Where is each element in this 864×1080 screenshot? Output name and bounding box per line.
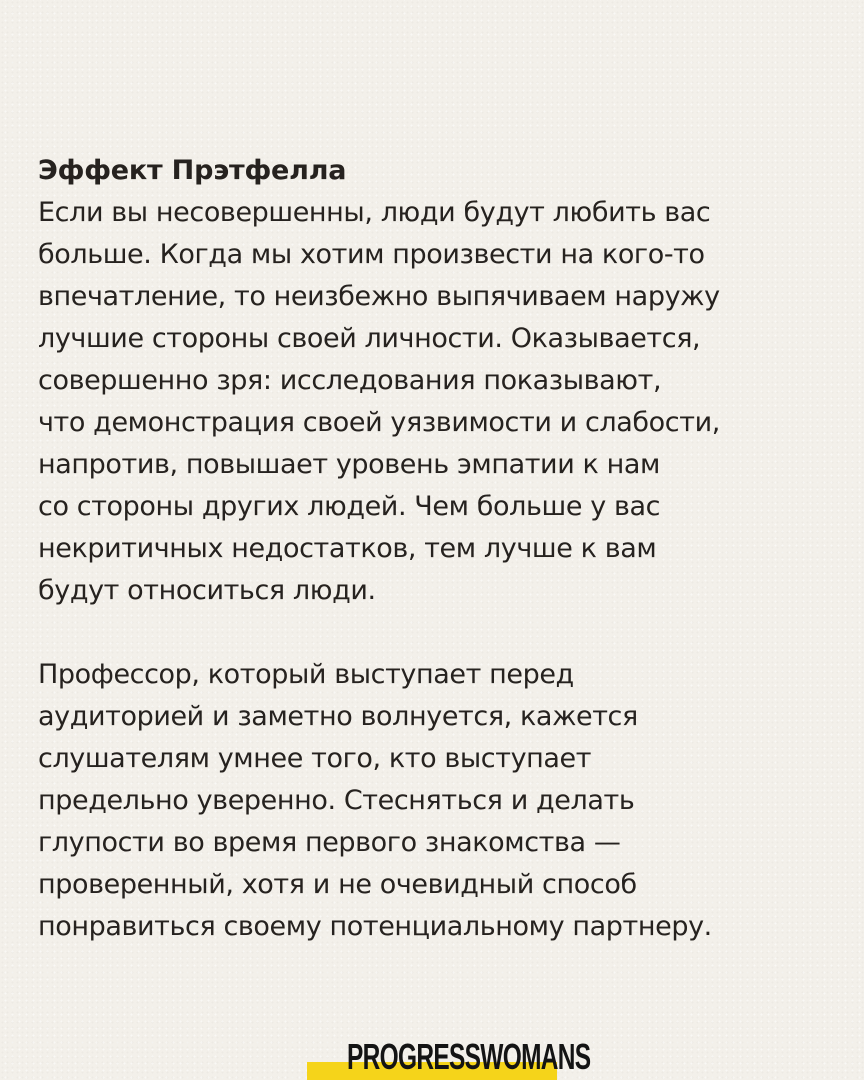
text-line: слушателям умнее того, кто выступает bbox=[38, 743, 592, 774]
paragraph-2 bbox=[38, 654, 838, 948]
text-line: со стороны других людей. Чем больше у вас bbox=[38, 491, 661, 522]
text-line: глупости во время первого знакомства — bbox=[38, 827, 621, 858]
text-line: понравиться своему потенциальному партнеру. bbox=[38, 911, 712, 942]
text-line: лучшие стороны своей личности. Оказывается, bbox=[38, 323, 701, 354]
text-line: совершенно зря: исследования показывают, bbox=[38, 365, 662, 396]
text-line: будут относиться люди. bbox=[38, 575, 376, 606]
text-line: предельно уверенно. Стесняться и делать bbox=[38, 785, 635, 816]
text-line: впечатление, то неизбежно выпячиваем наружу bbox=[38, 281, 720, 312]
paragraph-1 bbox=[38, 192, 838, 612]
text-line: аудиторией и заметно волнуется, кажется bbox=[38, 701, 638, 732]
text-line: некритичных недостатков, тем лучше к вам bbox=[38, 533, 657, 564]
brand-logo bbox=[307, 1032, 591, 1080]
text-line: больше. Когда мы хотим произвести на кого-то bbox=[38, 239, 705, 270]
text-line: напротив, повышает уровень эмпатии к нам bbox=[38, 449, 660, 480]
text-line: Если вы несовершенны, люди будут любить вас bbox=[38, 197, 711, 228]
article-title: Эффект Прэтфелла bbox=[38, 155, 347, 186]
text-line: что демонстрация своей уязвимости и слабости, bbox=[38, 407, 720, 438]
text-line: Профессор, который выступает перед bbox=[38, 659, 574, 690]
article bbox=[38, 150, 838, 948]
text-line: проверенный, хотя и не очевидный способ bbox=[38, 869, 637, 900]
brand-name: PROGRESSWOMANS bbox=[347, 1036, 591, 1077]
